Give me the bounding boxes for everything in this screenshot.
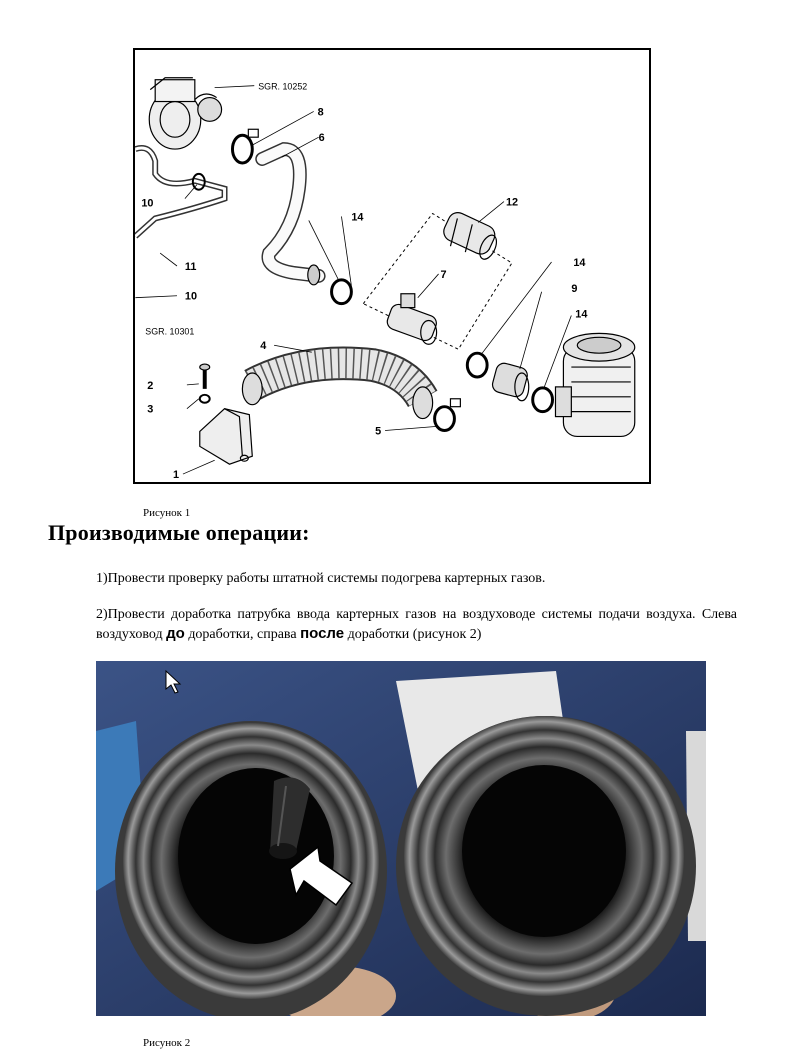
clamp-5 <box>435 407 455 431</box>
callout-14-lower-right: 14 <box>575 308 588 321</box>
step-2-after-label: после <box>300 625 345 642</box>
callout-4: 4 <box>260 340 267 353</box>
callout-7: 7 <box>440 268 447 281</box>
step-2-before-label: до <box>166 625 185 642</box>
sleeve-9 <box>491 361 529 400</box>
figure-2-caption: Рисунок 2 <box>143 1037 191 1049</box>
callout-2: 2 <box>147 379 154 392</box>
washer-3 <box>200 395 210 403</box>
bracket-1 <box>200 409 253 464</box>
callout-6: 6 <box>318 132 325 145</box>
callout-1: 1 <box>173 469 180 482</box>
air-flow-meter-12 <box>441 209 500 261</box>
callout-9: 9 <box>571 282 578 295</box>
ref-sgr-left: SGR. 10301 <box>145 326 195 337</box>
valve-7 <box>385 294 439 345</box>
turbocharger-part <box>149 78 221 149</box>
air-filter-housing <box>555 333 634 436</box>
callout-12: 12 <box>505 196 519 209</box>
bolt-2 <box>200 364 210 389</box>
duct-after-modification <box>396 716 696 1016</box>
clamp-14-b <box>467 353 487 377</box>
step-2-text <box>96 605 737 644</box>
section-heading: Производимые операции: <box>48 520 310 545</box>
callout-14-upper-right: 14 <box>573 257 586 269</box>
callout-10-bottom: 10 <box>184 290 198 303</box>
corrugated-hose-4 <box>242 363 432 418</box>
figure-1-diagram <box>133 48 651 484</box>
step-2-part-c: доработки, справа <box>184 627 301 642</box>
callout-14-left: 14 <box>351 211 364 224</box>
callout-11: 11 <box>184 260 197 273</box>
callout-10-top: 10 <box>141 197 154 210</box>
callout-5: 5 <box>375 425 382 438</box>
figure-1-caption: Рисунок 1 <box>143 507 191 519</box>
clamp-14-c <box>533 388 553 412</box>
step-1-text: 1)Провести проверку работы штатной системы подогрева картерных газов. <box>96 571 546 586</box>
ref-sgr-top: SGR. 10252 <box>258 81 308 92</box>
duct-before-modification <box>115 721 387 1016</box>
callout-3: 3 <box>147 403 154 416</box>
figure-2-photo <box>96 661 706 1016</box>
clamp-8 <box>232 129 258 163</box>
step-2-part-a: 2)Провести доработка патрубка ввода картерных газов на воздуховоде системы подачи воздуха. Слева воздуховод <box>96 607 737 642</box>
clamp-14-a <box>332 280 352 304</box>
callout-8: 8 <box>317 106 324 119</box>
step-2-part-d: доработки (рисунок 2) <box>344 627 482 642</box>
